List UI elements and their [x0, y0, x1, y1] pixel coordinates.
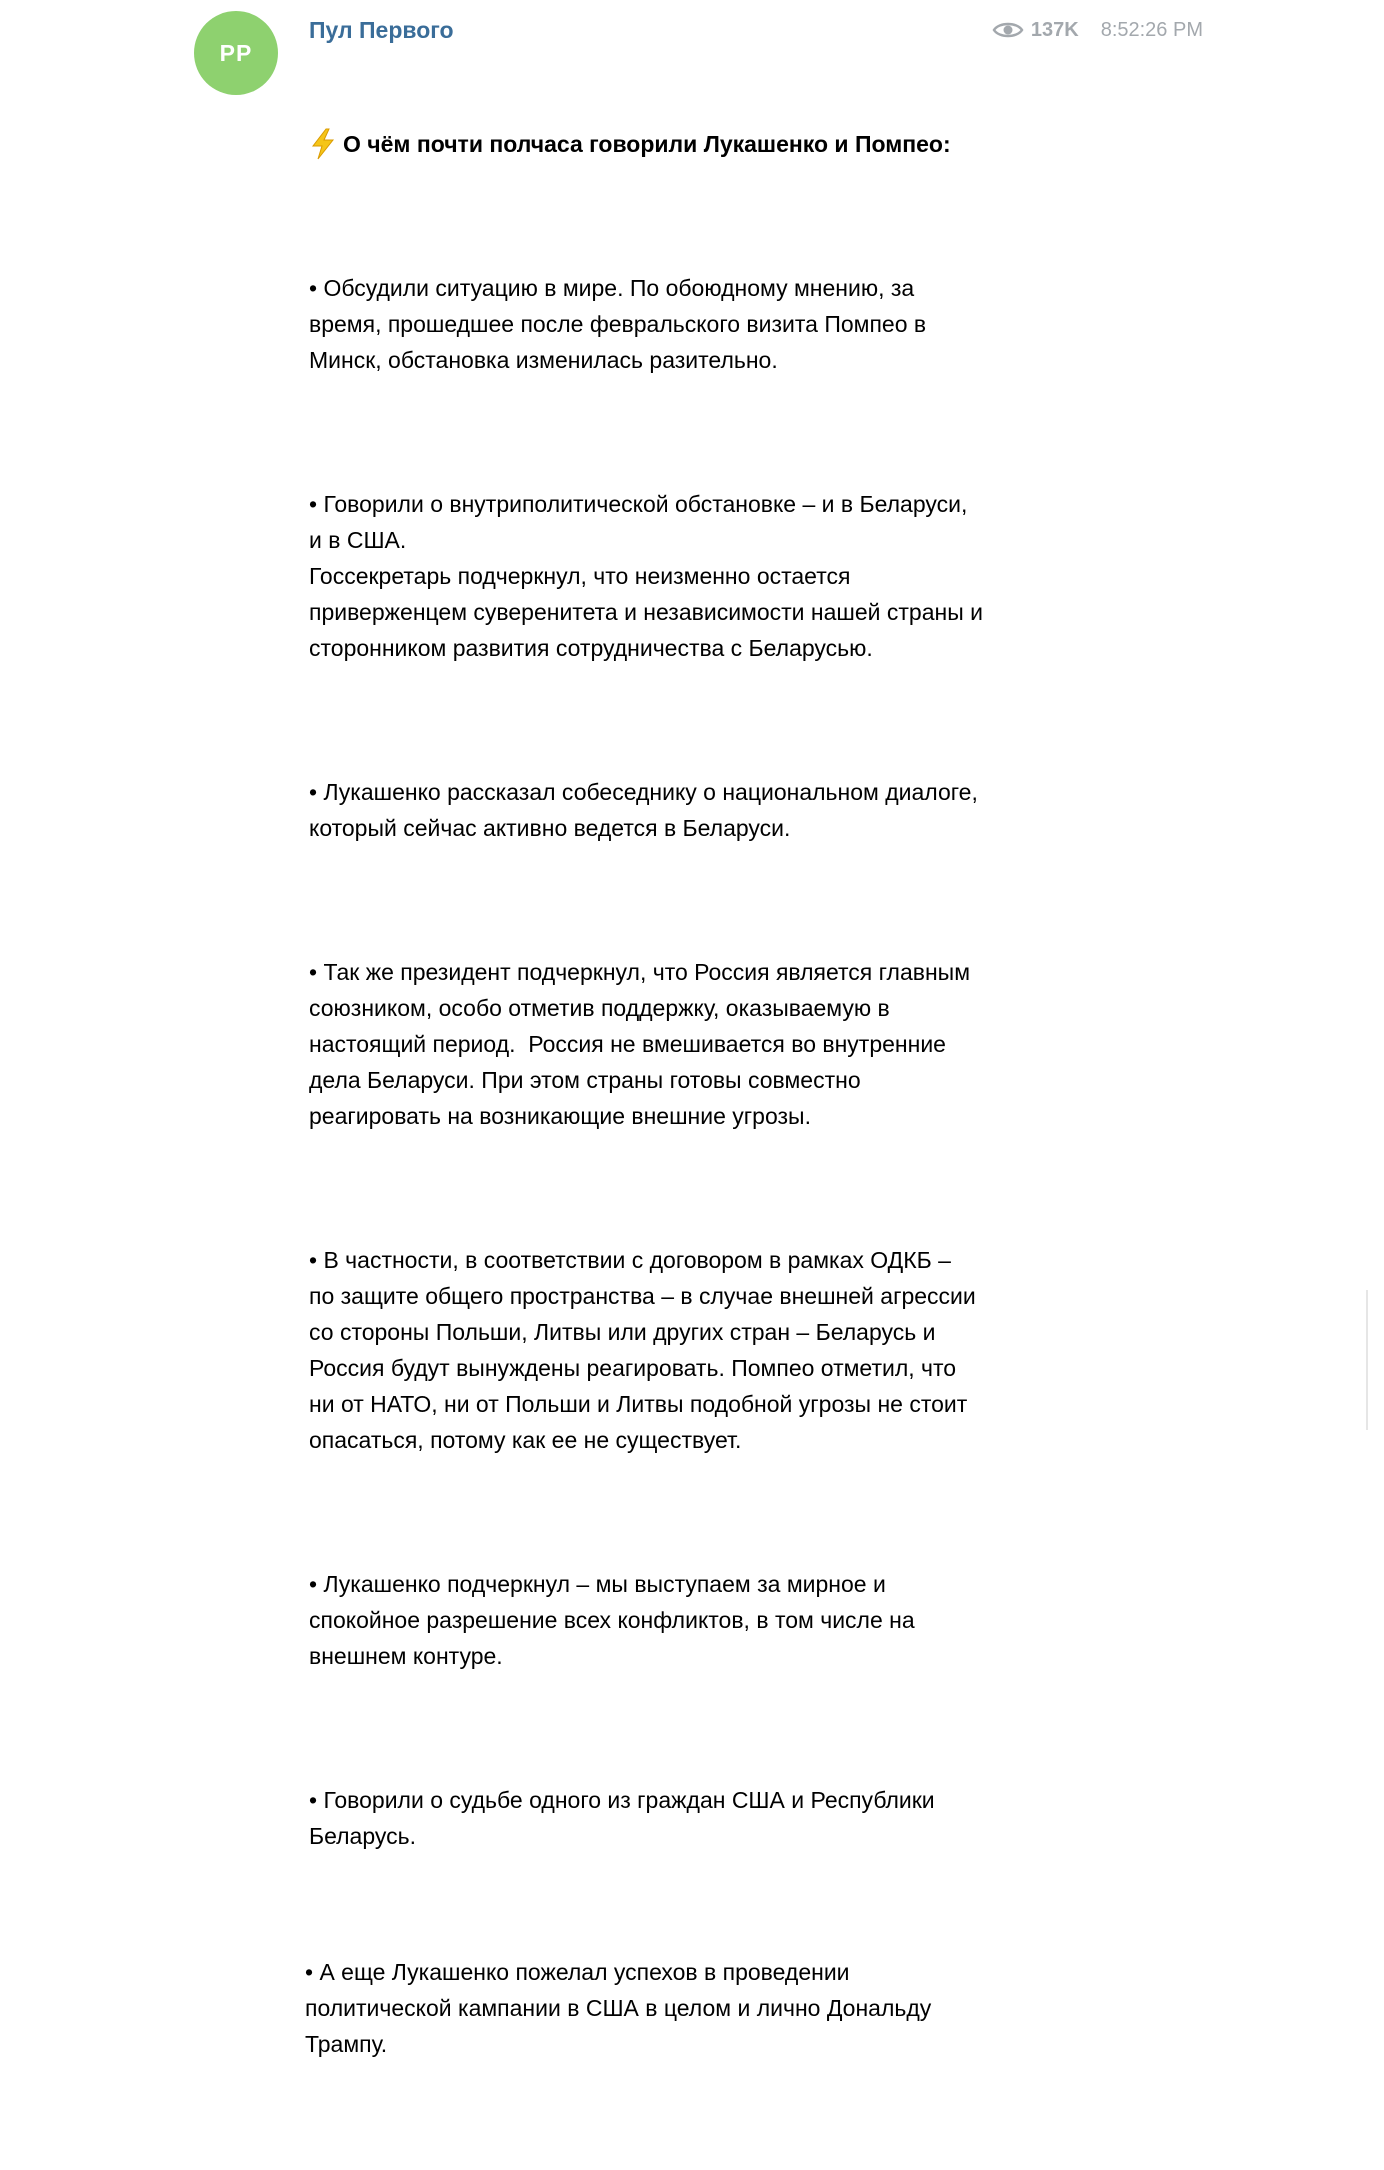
channel-avatar[interactable] [194, 11, 278, 95]
scrollbar-thumb[interactable] [1366, 1290, 1368, 1430]
message-paragraph: • Говорили о судьбе одного из граждан США и Республики Беларусь. [309, 1787, 935, 1849]
lightning-icon [309, 128, 337, 160]
channel-name-link[interactable]: Пул Первого [309, 17, 454, 43]
message-paragraph: • Говорили о внутриполитической обстановке – и в Беларуси, и в США. Госсекретарь подчеркнул, что неизменно остается приверженцем суверенитета и независимости нашей страны и сторонником развития сотрудничества с Беларусью. [309, 491, 983, 661]
message-paragraph: • А еще Лукашенко пожелал успехов в проведении политической кампании в США в целом и лично Дональду Трампу. [305, 1959, 932, 2057]
message-paragraph: • Обсудили ситуацию в мире. По обоюдному мнению, за время, прошедшее после февральского визита Помпео в Минск, обстановка изменилась разительно. [309, 275, 927, 373]
message-body [305, 54, 1079, 2170]
message-paragraph: • Так же президент подчеркнул, что Россия является главным союзником, особо отметив поддержку, оказываемую в настоящий период. Россия не вмешивается во внутренние дела Беларуси. При этом страны готовы совместно реагировать на возникающие внешние угрозы. [309, 959, 971, 1129]
message-title-text: О чём почти полчаса говорили Лукашенко и Помпео: [343, 131, 951, 157]
eye-icon [993, 20, 1023, 40]
avatar-initials: PP [219, 39, 253, 66]
message-paragraph: • Лукашенко рассказал собеседнику о национальном диалоге, который сейчас активно ведется в Беларуси. [309, 779, 978, 841]
message-paragraph: • В частности, в соответствии с договором в рамках ОДКБ – по защите общего пространства – в случае внешней агрессии со стороны Польши, Литвы или других стран – Беларусь и Россия будут вынуждены реагировать. Помпео отметил, что ни от НАТО, ни от Польши и Литвы подобной угрозы не стоит опасаться, потому как ее не существует. [309, 1247, 976, 1453]
view-count-value: 137K [1030, 18, 1079, 41]
view-count [993, 19, 1079, 42]
post-meta [993, 14, 1203, 46]
message-paragraph: • Лукашенко подчеркнул – мы выступаем за мирное и спокойное разрешение всех конфликтов, в том числе на внешнем контуре. [309, 1571, 915, 1669]
post-time: 8:52:26 PM [1100, 18, 1203, 41]
post-header [309, 14, 1203, 48]
message-title [309, 126, 1079, 162]
